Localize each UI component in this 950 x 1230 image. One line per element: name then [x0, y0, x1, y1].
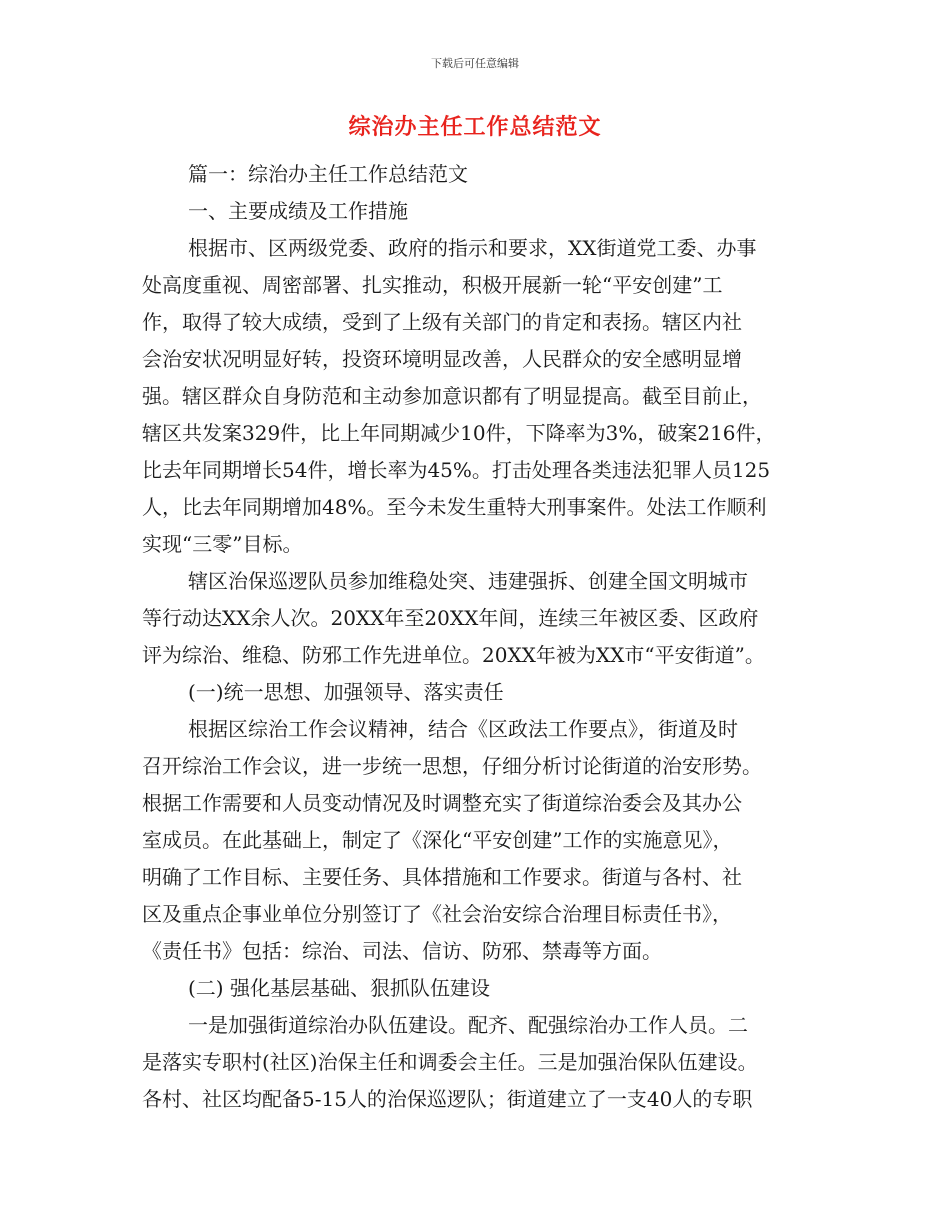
paragraph-line: 评为综治、维稳、防邪工作先进单位。20XX年被为XX市“平安街道”。 [142, 643, 765, 667]
paragraph-line: 辖区治保巡逻队员参加维稳处突、违建强拆、创建全国文明城市 [188, 569, 748, 593]
paragraph-line: 作，取得了较大成绩，受到了上级有关部门的肯定和表扬。辖区内社 [142, 310, 742, 334]
paragraph-line: 比去年同期增长54件，增长率为45%。打击处理各类违法犯罪人员125 [142, 458, 771, 482]
paragraph-line: 明确了工作目标、主要任务、具体措施和工作要求。街道与各村、社 [142, 865, 742, 889]
subsection-heading: 一、主要成绩及工作措施 [188, 199, 408, 223]
paragraph-line: 一是加强街道综治办队伍建设。配齐、配强综治办工作人员。二 [188, 1013, 748, 1037]
paragraph-line: 人，比去年同期增加48%。至今未发生重特大刑事案件。处法工作顺利 [142, 495, 767, 519]
paragraph-line: 各村、社区均配备5-15人的治保巡逻队；街道建立了一支40人的专职 [142, 1087, 753, 1111]
paragraph-line: 区及重点企事业单位分别签订了《社会治安综合治理目标责任书》， [142, 902, 732, 926]
paragraph-line: 会治安状况明显好转，投资环境明显改善，人民群众的安全感明显增 [142, 347, 742, 371]
section-heading: 篇一：综治办主任工作总结范文 [188, 162, 468, 186]
paragraph-line: 处高度重视、周密部署、扎实推动，积极开展新一轮“平安创建”工 [142, 273, 723, 297]
subsection-heading: (一)统一思想、加强领导、落实责任 [188, 680, 504, 704]
paragraph-line: 召开综治工作会议，进一步统一思想，仔细分析讨论街道的治安形势。 [142, 754, 762, 778]
paragraph-line: 实现“三零”目标。 [142, 532, 303, 556]
paragraph-line: 根据工作需要和人员变动情况及时调整充实了街道综治委会及其办公 [142, 791, 742, 815]
subsection-heading: (二) 强化基层基础、狠抓队伍建设 [188, 976, 490, 1000]
paragraph-line: 根据市、区两级党委、政府的指示和要求，XX街道党工委、办事 [188, 236, 757, 260]
paragraph-line: 根据区综治工作会议精神，结合《区政法工作要点》，街道及时 [188, 717, 738, 741]
document-title: 综治办主任工作总结范文 [348, 115, 602, 140]
paragraph-line: 室成员。在此基础上，制定了《深化“平安创建”工作的实施意见》， [142, 828, 733, 852]
paragraph-line: 等行动达XX余人次。20XX年至20XX年间，连续三年被区委、区政府 [142, 606, 759, 630]
paragraph-line: 强。辖区群众自身防范和主动参加意识都有了明显提高。截至目前止， [142, 384, 762, 408]
paragraph-line: 是落实专职村(社区)治保主任和调委会主任。三是加强治保队伍建设。 [142, 1050, 758, 1074]
paragraph-line: 《责任书》包括：综治、司法、信访、防邪、禁毒等方面。 [142, 939, 662, 963]
header-note: 下载后可任意编辑 [431, 57, 519, 70]
paragraph-line: 辖区共发案329件，比上年同期减少10件，下降率为3%，破案216件， [142, 421, 776, 445]
